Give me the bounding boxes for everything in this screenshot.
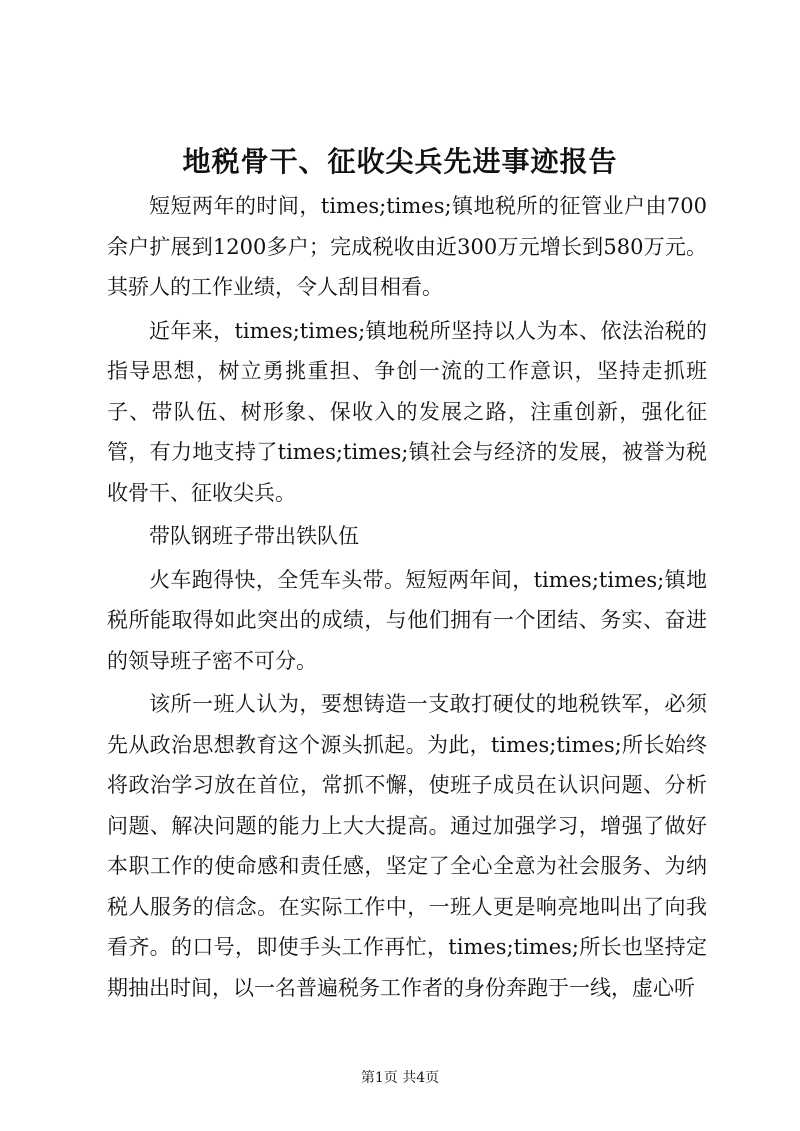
section-heading: 带队钢班子带出铁队伍 [149,524,359,548]
document-title: 地税骨干、征收尖兵先进事迹报告 [182,145,618,178]
paragraph-1: 短短两年的时间，times;times;镇地税所的征管业户由700余户扩展到1200多户；完成税收由近300万元增长到580万元。其骄人的工作业绩，令人刮目相看。 [107,194,707,299]
paragraph-4: 该所一班人认为，要想铸造一支敢打硬仗的地税铁军，必须先从政治思想教育这个源头抓起。为此，times;times;所长始终将政治学习放在首位，常抓不懈，使班子成员在认识问题、分析问题、解决问题的能力上大大提高。通过加强学习，增强了做好本职工作的使命感和责任感，坚定了全心全意为社会服务、为纳税人服务的信念。在实际工作中，一班人更是响亮地叫出了向我看齐。的口号，即使手头工作再忙，times;times;所长也坚持定期抽出时间，以一名普遍税务工作者的身份奔跑于一线，虚心听 [107,692,707,1000]
paragraph-2: 近年来，times;times;镇地税所坚持以人为本、依法治税的指导思想，树立勇挑重担、争创一流的工作意识，坚持走抓班子、带队伍、树形象、保收入的发展之路，注重创新，强化征管，有力地支持了times;times;镇社会与经济的发展，被誉为税收骨干、征收尖兵。 [107,318,707,505]
page-footer: 第1页 共4页 [360,1070,440,1086]
document-body [107,186,707,1011]
paragraph-3: 火车跑得快，全凭车头带。短短两年间，times;times;镇地税所能取得如此突出的成绩，与他们拥有一个团结、务实、奋进的领导班子密不可分。 [107,567,707,673]
